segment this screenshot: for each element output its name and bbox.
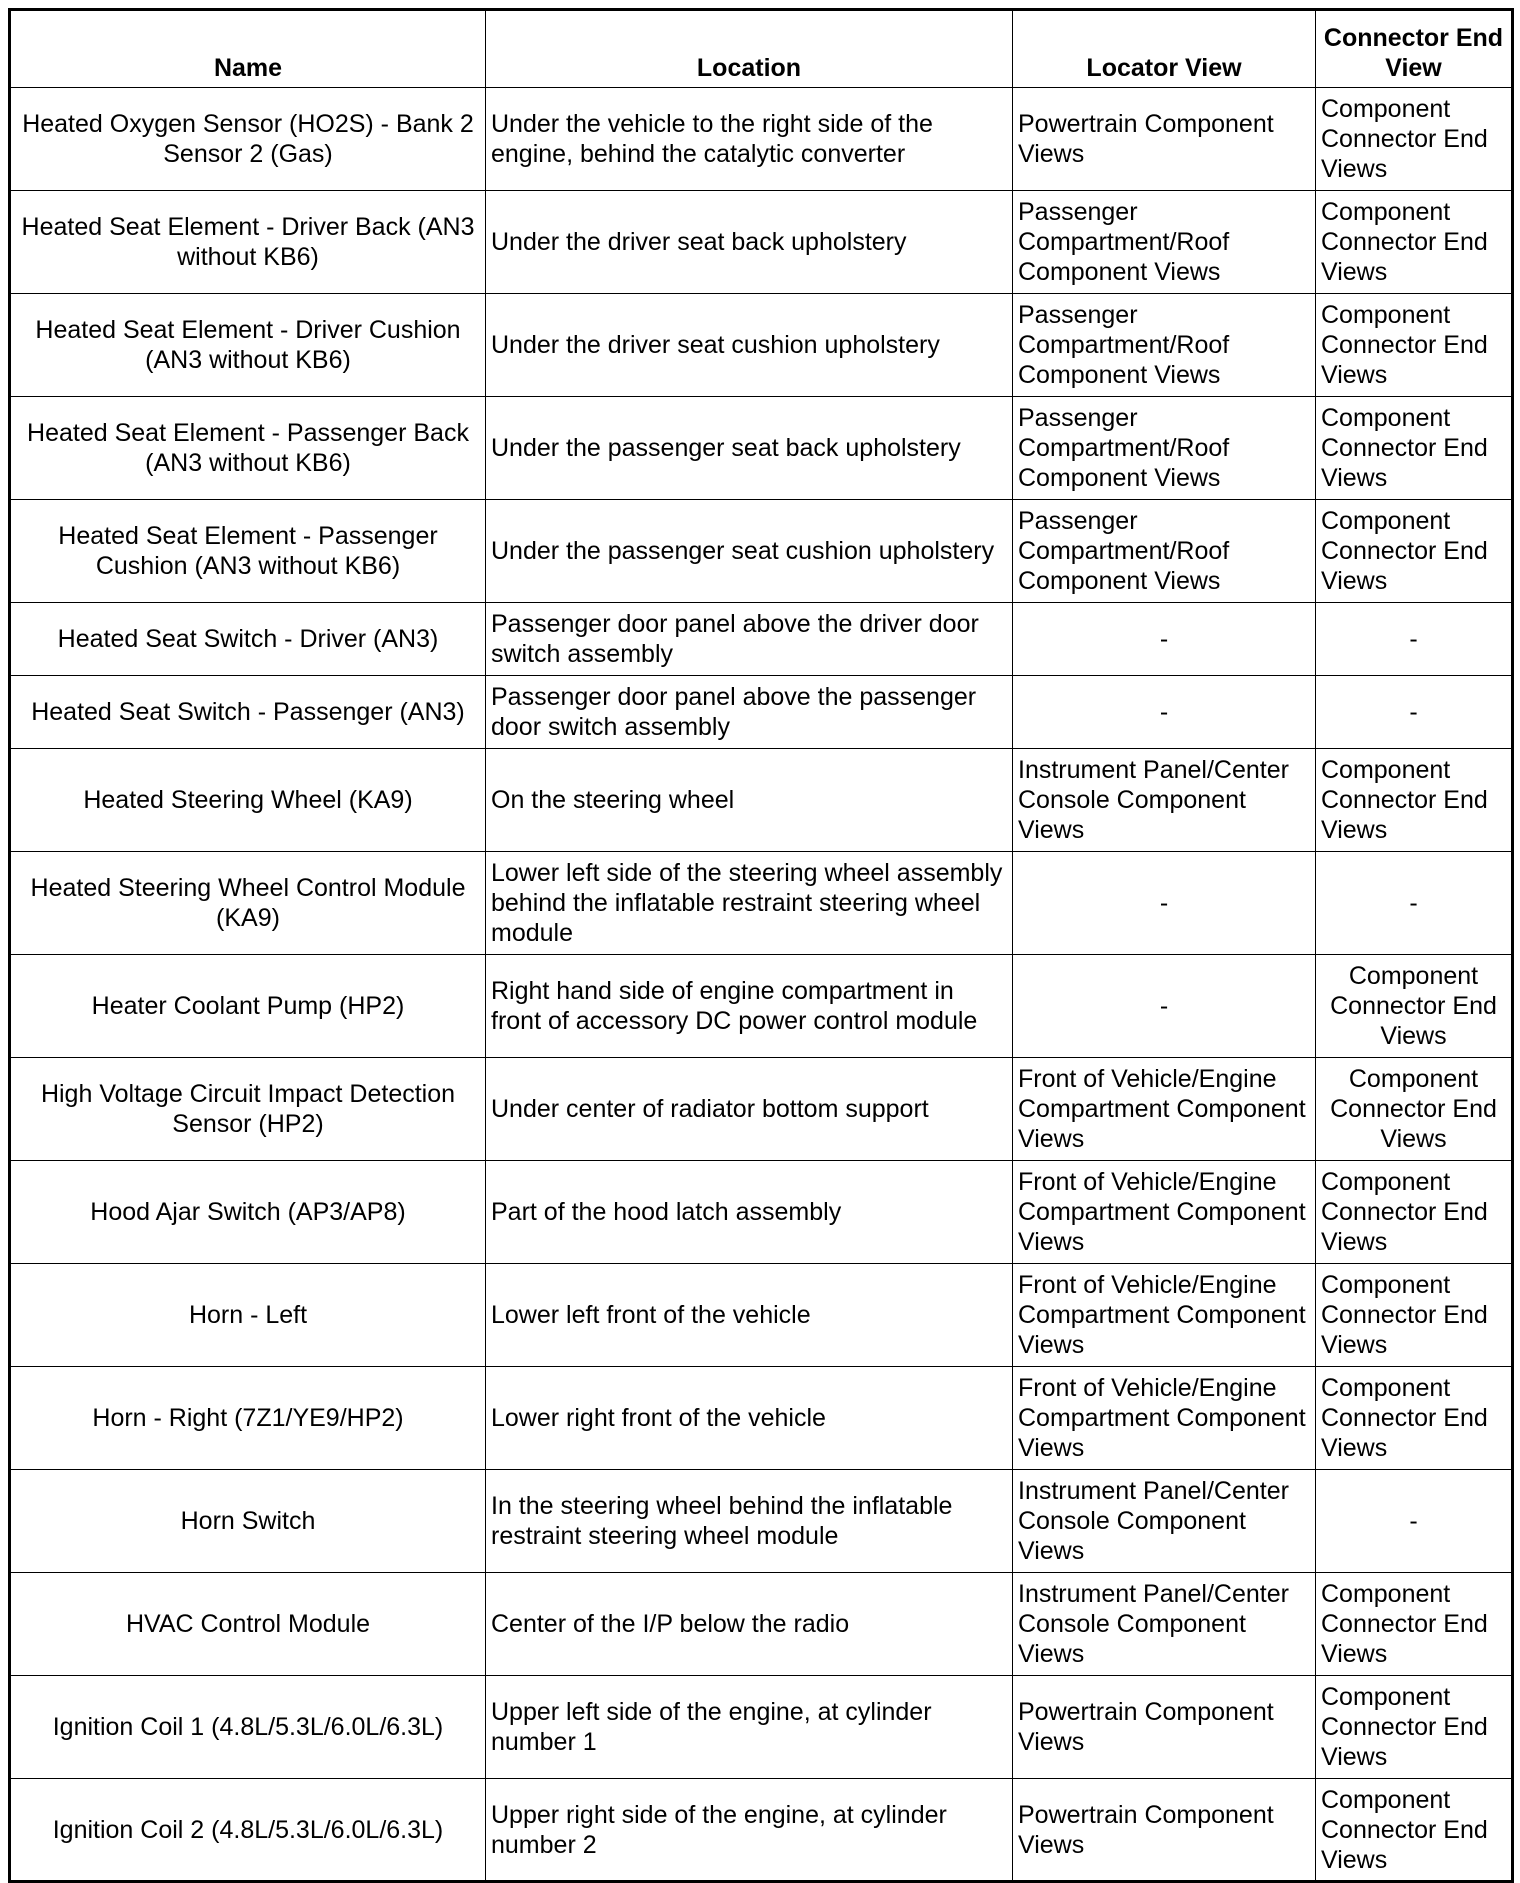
table-row <box>10 1676 1513 1779</box>
cell-locator-view: Instrument Panel/Center Console Component Views <box>1013 749 1316 852</box>
cell-locator-view: Powertrain Component Views <box>1013 88 1316 191</box>
cell-locator-view: - <box>1013 676 1316 749</box>
cell-name: Heater Coolant Pump (HP2) <box>10 955 486 1058</box>
cell-name: Heated Steering Wheel (KA9) <box>10 749 486 852</box>
cell-locator-view: Instrument Panel/Center Console Component Views <box>1013 1573 1316 1676</box>
cell-locator-view: Passenger Compartment/Roof Component Views <box>1013 500 1316 603</box>
cell-connector-end-view: Component Connector End Views <box>1316 397 1513 500</box>
table-row <box>10 397 1513 500</box>
cell-connector-end-view: Component Connector End Views <box>1316 1161 1513 1264</box>
header-name: Name <box>10 10 486 88</box>
table-row <box>10 749 1513 852</box>
cell-name: Heated Oxygen Sensor (HO2S) - Bank 2 Sensor 2 (Gas) <box>10 88 486 191</box>
cell-location: Upper left side of the engine, at cylinder number 1 <box>486 1676 1013 1779</box>
cell-name: Horn - Left <box>10 1264 486 1367</box>
cell-connector-end-view: Component Connector End Views <box>1316 749 1513 852</box>
cell-name: Horn - Right (7Z1/YE9/HP2) <box>10 1367 486 1470</box>
cell-locator-view: Front of Vehicle/Engine Compartment Component Views <box>1013 1367 1316 1470</box>
table-row <box>10 191 1513 294</box>
cell-connector-end-view: Component Connector End Views <box>1316 1573 1513 1676</box>
cell-connector-end-view: - <box>1316 676 1513 749</box>
cell-location: Under the passenger seat cushion upholstery <box>486 500 1013 603</box>
cell-connector-end-view: Component Connector End Views <box>1316 955 1513 1058</box>
table-row <box>10 500 1513 603</box>
cell-name: Heated Seat Switch - Passenger (AN3) <box>10 676 486 749</box>
table-row <box>10 1470 1513 1573</box>
cell-location: Under the passenger seat back upholstery <box>486 397 1013 500</box>
cell-locator-view: Front of Vehicle/Engine Compartment Component Views <box>1013 1161 1316 1264</box>
cell-location: Lower right front of the vehicle <box>486 1367 1013 1470</box>
cell-connector-end-view: Component Connector End Views <box>1316 500 1513 603</box>
cell-location: Passenger door panel above the driver door switch assembly <box>486 603 1013 676</box>
cell-name: HVAC Control Module <box>10 1573 486 1676</box>
cell-name: Hood Ajar Switch (AP3/AP8) <box>10 1161 486 1264</box>
cell-locator-view: Front of Vehicle/Engine Compartment Component Views <box>1013 1264 1316 1367</box>
table-row <box>10 676 1513 749</box>
cell-connector-end-view: - <box>1316 1470 1513 1573</box>
component-locator-table <box>8 8 1514 1883</box>
table-row <box>10 294 1513 397</box>
cell-location: On the steering wheel <box>486 749 1013 852</box>
table-row <box>10 603 1513 676</box>
cell-connector-end-view: Component Connector End Views <box>1316 1058 1513 1161</box>
cell-locator-view: Passenger Compartment/Roof Component Views <box>1013 191 1316 294</box>
table-row <box>10 852 1513 955</box>
cell-connector-end-view: Component Connector End Views <box>1316 1367 1513 1470</box>
cell-locator-view: Instrument Panel/Center Console Component Views <box>1013 1470 1316 1573</box>
cell-name: Heated Seat Element - Driver Cushion (AN3 without KB6) <box>10 294 486 397</box>
cell-locator-view: Powertrain Component Views <box>1013 1676 1316 1779</box>
header-location: Location <box>486 10 1013 88</box>
cell-connector-end-view: Component Connector End Views <box>1316 294 1513 397</box>
cell-name: High Voltage Circuit Impact Detection Sensor (HP2) <box>10 1058 486 1161</box>
table-row <box>10 955 1513 1058</box>
cell-location: Part of the hood latch assembly <box>486 1161 1013 1264</box>
cell-connector-end-view: Component Connector End Views <box>1316 1676 1513 1779</box>
cell-location: Lower left side of the steering wheel assembly behind the inflatable restraint steering wheel module <box>486 852 1013 955</box>
cell-locator-view: Passenger Compartment/Roof Component Views <box>1013 294 1316 397</box>
cell-locator-view: Powertrain Component Views <box>1013 1779 1316 1882</box>
cell-location: Upper right side of the engine, at cylinder number 2 <box>486 1779 1013 1882</box>
cell-name: Ignition Coil 2 (4.8L/5.3L/6.0L/6.3L) <box>10 1779 486 1882</box>
cell-name: Heated Steering Wheel Control Module (KA9) <box>10 852 486 955</box>
cell-connector-end-view: Component Connector End Views <box>1316 1779 1513 1882</box>
cell-name: Ignition Coil 1 (4.8L/5.3L/6.0L/6.3L) <box>10 1676 486 1779</box>
table-row <box>10 88 1513 191</box>
cell-location: Under center of radiator bottom support <box>486 1058 1013 1161</box>
cell-locator-view: Passenger Compartment/Roof Component Views <box>1013 397 1316 500</box>
cell-locator-view: - <box>1013 852 1316 955</box>
cell-name: Heated Seat Element - Driver Back (AN3 without KB6) <box>10 191 486 294</box>
cell-location: Under the driver seat back upholstery <box>486 191 1013 294</box>
table-row <box>10 1264 1513 1367</box>
cell-location: Center of the I/P below the radio <box>486 1573 1013 1676</box>
cell-name: Heated Seat Element - Passenger Back (AN3 without KB6) <box>10 397 486 500</box>
header-row <box>10 10 1513 88</box>
cell-connector-end-view: - <box>1316 603 1513 676</box>
cell-name: Heated Seat Element - Passenger Cushion (AN3 without KB6) <box>10 500 486 603</box>
header-connector-end-view: Connector End View <box>1316 10 1513 88</box>
cell-connector-end-view: Component Connector End Views <box>1316 191 1513 294</box>
table-row <box>10 1161 1513 1264</box>
cell-connector-end-view: - <box>1316 852 1513 955</box>
table-row <box>10 1058 1513 1161</box>
cell-name: Heated Seat Switch - Driver (AN3) <box>10 603 486 676</box>
cell-location: Under the vehicle to the right side of the engine, behind the catalytic converter <box>486 88 1013 191</box>
header-locator-view: Locator View <box>1013 10 1316 88</box>
cell-location: Under the driver seat cushion upholstery <box>486 294 1013 397</box>
cell-locator-view: - <box>1013 603 1316 676</box>
cell-connector-end-view: Component Connector End Views <box>1316 1264 1513 1367</box>
cell-name: Horn Switch <box>10 1470 486 1573</box>
table-row <box>10 1779 1513 1882</box>
cell-connector-end-view: Component Connector End Views <box>1316 88 1513 191</box>
cell-location: In the steering wheel behind the inflatable restraint steering wheel module <box>486 1470 1013 1573</box>
cell-location: Passenger door panel above the passenger door switch assembly <box>486 676 1013 749</box>
cell-location: Right hand side of engine compartment in front of accessory DC power control module <box>486 955 1013 1058</box>
table-row <box>10 1573 1513 1676</box>
cell-location: Lower left front of the vehicle <box>486 1264 1013 1367</box>
cell-locator-view: Front of Vehicle/Engine Compartment Component Views <box>1013 1058 1316 1161</box>
cell-locator-view: - <box>1013 955 1316 1058</box>
table-row <box>10 1367 1513 1470</box>
